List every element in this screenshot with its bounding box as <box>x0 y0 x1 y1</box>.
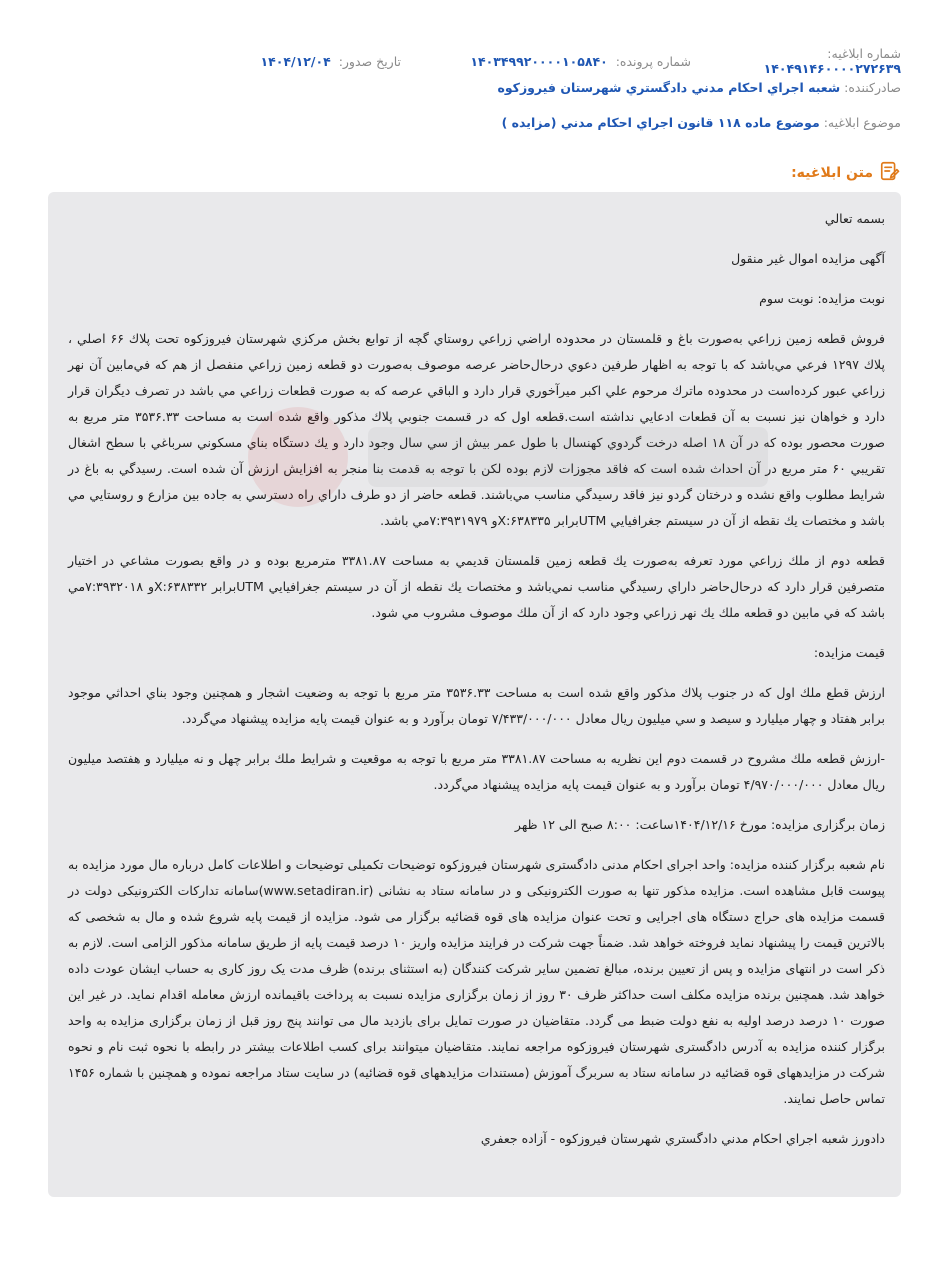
issuer-value: شعبه اجراي احكام مدني دادگستري شهرستان فيروزكوه <box>497 80 841 95</box>
body-paragraph: فروش قطعه زمين زراعي به‌صورت باغ و قلمستان در محدوده اراضي زراعي روستاي گچه از توابع بخش مركزي شهرستان فيروزكوه تحت پلاك ۶۶ اصلي ، پلاك ۱۲۹۷ فرعي مي‌باشد كه با توجه به اظهار طرفين دعوي درحال‌حاضر عرصه موصوف به‌صورت دو قطعه زمين زراعي منفصل از هم كه في‌مابين آن نهر زراعي عبور كرده‌است در محدوده ماترك مرحوم علي اكبر ميرآخوري قرار دارد و الباقي عرصه كه به صورت قطعات زراعي مي باشد در تصرف ديگران قرار دارد و خواهان نيز نسبت به آن قطعات ادعايي نداشته است.قطعه اول كه در قسمت جنوبي پلاك مذكور واقع شده است به مساحت ۳۵۳۶.۳۳ متر مربع به صورت محصور بوده كه در آن ۱۸ اصله درخت گردوي كهنسال با طول عمر بيش از سي سال وجود دارد و يك دستگاه بناي مسكوني سرباغي با سطح اشغال تقريبي ۶۰ متر مربع در آن احداث شده است كه فاقد مجوزات لازم بوده لكن با توجه به قدمت بنا منجر به افزايش ارزش آن شده است. رسيدگي به باغ در شرايط مطلوب واقع نشده و درختان گردو نيز فاقد رسيدگي مناسب مي‌باشند. قطعه حاضر از دو طرف داراي راه دسترسي به جاده بين مزارع و روستايي مي باشد و مختصات يك نقطه از آن در سيستم جغرافيايي UTMبرابر X:۶۳۸۳۳۵و ۷:۳۹۳۱۹۷۹مي باشد. <box>68 331 886 528</box>
case-number <box>401 54 691 69</box>
issuer-row <box>38 80 901 95</box>
notice-text-box <box>48 192 901 1197</box>
notice-number-label: شماره ابلاغیه: <box>827 46 901 61</box>
subject-value: موضوع ماده ۱۱۸ قانون اجراي احكام مدني (مزايده ) <box>501 115 820 130</box>
document-edit-icon <box>879 160 901 186</box>
body-paragraph: نام شعبه برگزار کننده مزایده: واحد اجرای احکام مدنی دادگستری شهرستان فیروزکوه توضیحات تکمیلی توضیحات و اطلاعات کامل درباره مال مورد مزایده به پیوست قابل مشاهده است. مزایده مذکور تنها به صورت الکترونیکی و در سامانه ستاد به نشانی (www.setadiran.ir)سامانه تدارکات الکترونیکی دولت در قسمت مزایده های حراج دستگاه های اجرایی و تحت عنوان مزایده های قوه قضائیه برگزار می شود. مزایده از قیمت پایه شروع شده و مال به شخصی که بالاترین قیمت را پیشنهاد نماید فروخته خواهد شد. ضمناً جهت شرکت در فرایند مزایده واریز ۱۰ درصد قیمت پایه از طریق سامانه مذکور الزامی است. لازم به ذکر است در انتهای مزایده و پس از تعیین برنده، مبالغ تضمین سایر شرکت کنندگان (به استثنای برنده) ظرف مدت یک روز کاری به حساب ایشان عودت داده خواهد شد. همچنین برنده مزایده مکلف است حداکثر ظرف ۳۰ روز از زمان برگزاری مزایده نسبت به پرداخت باقیمانده ارزش معامله اقدام نماید. در غیر این صورت ۱۰ درصد درصد اولیه به نفع دولت ضبط می گردد. متقاضیان در صورت تمایل برای بازدید مال می توانند پنج روز قبل از زمان برگزاری مزایده به واحد برگزار کننده مزایده به آدرس دادگستری شهرستان فیروزکوه مراجعه نمایند. متقاضیان میتوانند برای کسب اطلاعات بیشتر در رابطه با نحوه ثبت نام و نحوه شرکت در مزایدههای قوه قضائیه در سامانه ستاد به سربرگ آموزش (مستندات مزایدههای قوه قضائیه) در سایت ستاد مراجعه نموده و همچنین با شماره ۱۴۵۶ تماس حاصل نمایند. <box>68 857 885 1106</box>
notice-text-title: متن ابلاغیه: <box>791 165 873 181</box>
notice-body <box>48 192 901 1152</box>
notice-text-header <box>791 160 901 186</box>
body-paragraph: نوبت مزایده: نوبت سوم <box>759 291 885 306</box>
subject-row <box>38 115 901 130</box>
body-paragraph: قطعه دوم از ملك زراعي مورد تعرفه به‌صورت يك قطعه زمين قلمستان قديمي به مساحت ۳۳۸۱.۸۷ مترمربع بوده و در واقع بصورت مشاعي در اختيار متصرفين قرار دارد كه درحال‌حاضر داراي رسيدگي مناسب نمي‌باشد و مختصات يك نقطه از آن در سيستم جغرافيايي UTMبرابر X:۶۳۸۳۳۲و ۷:۳۹۳۲۰۱۸مي باشد كه في مابين دو قطعه ملك يك نهر زراعي وجود دارد كه از آن ملك موصوف مشروب مي شود. <box>68 553 886 620</box>
notice-meta-row <box>38 46 901 76</box>
issuer-label: صادرکننده: <box>844 80 901 95</box>
issue-date-label: تاریخ صدور: <box>338 53 401 69</box>
notice-number-value: ۱۴۰۴۹۱۴۶۰۰۰۰۲۷۲۶۳۹ <box>763 61 901 76</box>
issue-date-value: ۱۴۰۴/۱۲/۰۴ <box>260 53 331 69</box>
body-paragraph: بسمه تعالي <box>824 211 885 226</box>
issue-date <box>261 54 401 69</box>
body-paragraph: دادورز شعبه اجراي احكام مدني دادگستري شهرستان فيروزكوه - آزاده جعفري <box>480 1131 885 1146</box>
body-paragraph: ارزش قطع ملك اول كه در جنوب پلاك مذكور واقع شده است به مساحت ۳۵۳۶.۳۳ متر مربع با توجه به وضعيت اشجار و همچنين وجود بناي احداثي موجود برابر هفتاد و چهار ميليارد و سيصد و سي ميليون ريال معادل ۷/۴۳۳/۰۰۰/۰۰۰ تومان برآورد و به عنوان قيمت پايه مزايده پيشنهاد مي‌گردد. <box>68 685 885 726</box>
case-number-label: شماره پرونده: <box>615 53 691 69</box>
body-paragraph: قیمت مزایده: <box>813 645 885 660</box>
subject-label: موضوع ابلاغیه: <box>823 115 901 130</box>
notice-number <box>691 46 901 76</box>
case-number-value: ۱۴۰۳۴۹۹۲۰۰۰۰۱۰۵۸۴۰ <box>470 53 608 69</box>
body-paragraph: آگهی مزایده اموال غیر منقول <box>731 251 885 266</box>
body-paragraph: -ارزش قطعه ملك مشروح در قسمت دوم اين نظريه به مساحت ۳۳۸۱.۸۷ متر مربع با توجه به موقعيت و شرايط ملك برابر چهل و نه ميليارد و هفتصد ميليون ريال معادل ۴/۹۷۰/۰۰۰/۰۰۰ تومان برآورد و به عنوان قيمت پايه مزايده پيشنهاد مي‌گردد. <box>68 751 886 792</box>
body-paragraph: زمان برگزاری مزایده: مورخ ۱۴۰۴/۱۲/۱۶ساعت: ۸:۰۰ صبح الی ۱۲ ظهر <box>514 817 885 832</box>
